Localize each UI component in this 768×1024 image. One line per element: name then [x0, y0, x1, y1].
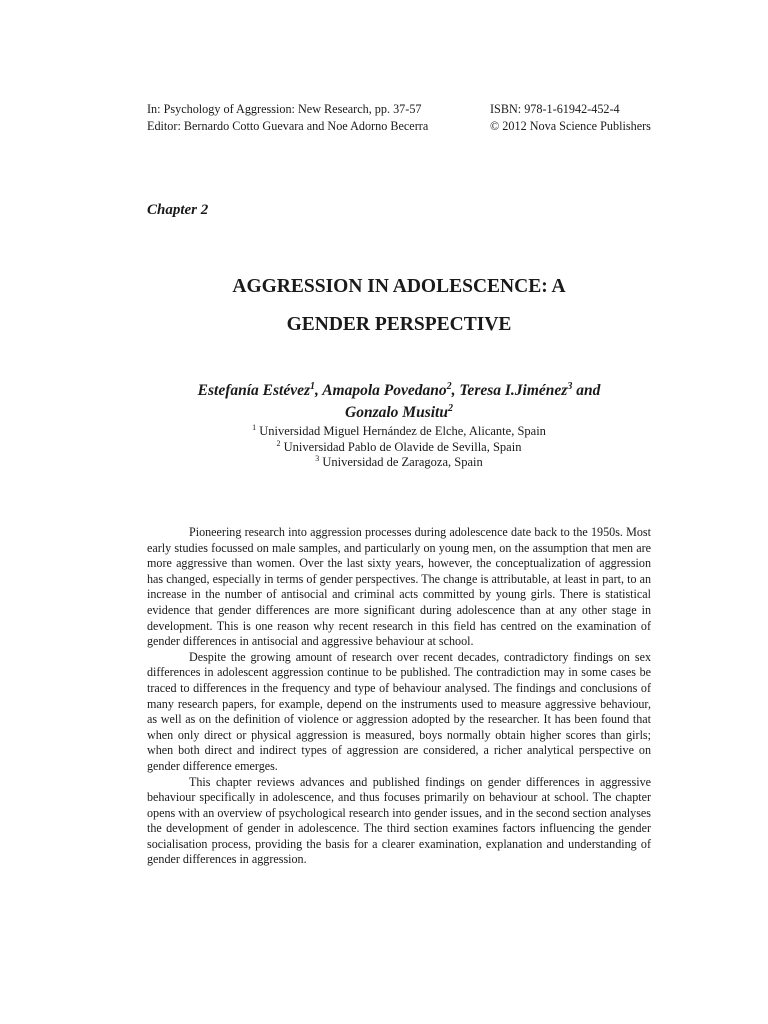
author-line-2: [147, 402, 651, 424]
title-line-2: GENDER PERSPECTIVE: [286, 314, 512, 335]
chapter-label: Chapter 2: [147, 202, 209, 218]
body-paragraph: This chapter reviews advances and published findings on gender differences in aggressive behaviour specifically in adolescence, and thus focuses primarily on behaviour at school. The chapter opens with an overview of psychological research into gender issues, and in the second section analyses the development of gender in adolescence. The third section examines factors influencing the gender socialisation process, providing the basis for a clearer examination, explanation and understanding of gender differences in aggression.: [147, 774, 651, 867]
author-jimenez: , Teresa I.Jiménez: [451, 382, 568, 399]
affiliation-text: Universidad Miguel Hernández de Elche, Alicante, Spain: [256, 424, 546, 438]
affiliation-text: Universidad de Zaragoza, Spain: [319, 455, 483, 469]
header-copyright: © 2012 Nova Science Publishers: [490, 119, 651, 133]
header-publication-info: [490, 101, 651, 135]
affiliation-number: 3: [315, 453, 320, 463]
affiliation-text: Universidad Pablo de Olavide de Sevilla, Spain: [280, 439, 522, 454]
header-editor-line: Editor: Bernardo Cotto Guevara and Noe Adorno Becerra: [147, 119, 429, 133]
header-citation: [147, 101, 428, 135]
affiliation-marker: 1: [310, 380, 316, 392]
affiliation-marker: 2: [447, 402, 453, 414]
affiliation-marker: 2: [446, 380, 452, 392]
affiliation-marker: 3: [567, 380, 573, 392]
author-list: [147, 380, 651, 424]
affiliation-item: [147, 424, 651, 440]
abstract-body: [147, 525, 651, 868]
affiliation-item: [147, 455, 651, 471]
author-povedano: , Amapola Povedano: [315, 382, 447, 399]
affiliation-number: 1: [252, 422, 257, 432]
author-estevez: Estefanía Estévez: [197, 382, 311, 399]
author-line-1: [147, 380, 651, 402]
title-line-1: AGGRESSION IN ADOLESCENCE: A: [232, 276, 566, 297]
header-source-line: In: Psychology of Aggression: New Research, pp. 37-57: [147, 102, 422, 116]
header-isbn: ISBN: 978-1-61942-452-4: [490, 102, 620, 116]
author-conjunction: and: [572, 382, 601, 399]
affiliation-number: 2: [276, 438, 281, 448]
affiliation-list: [147, 424, 651, 471]
paper-title: [147, 268, 651, 344]
body-paragraph: Pioneering research into aggression processes during adolescence date back to the 1950s. Most early studies focussed on male samples, and particularly on young men, on the assumption that men are more aggressive than women. Over the last sixty years, however, the conceptualization of aggression has changed, especially in terms of gender perspectives. The change is attributable, at least in part, to an increase in the number of antisocial and criminal acts committed by young girls. There is statistical evidence that gender differences are more significant during adolescence than at any other stage in development. This is one reason why recent research in this field has centred on the examination of gender differences in antisocial and aggressive behaviour at school.: [147, 525, 651, 649]
body-paragraph: Despite the growing amount of research over recent decades, contradictory findings on sex differences in adolescent aggression continue to be published. The contradiction may in some cases be traced to differences in the frequency and type of behaviour analysed. The findings and conclusions of many research papers, for example, depend on the instruments used to measure aggressive behaviour, as well as on the definition of violence or aggression adopted by the researcher. It has been found that when only direct or physical aggression is measured, boys normally obtain higher scores than girls; when both direct and indirect types of aggression are considered, a richer analytical perspective on gender difference emerges.: [147, 649, 651, 773]
affiliation-item: [147, 440, 651, 456]
author-musitu: Gonzalo Musitu: [345, 404, 448, 421]
